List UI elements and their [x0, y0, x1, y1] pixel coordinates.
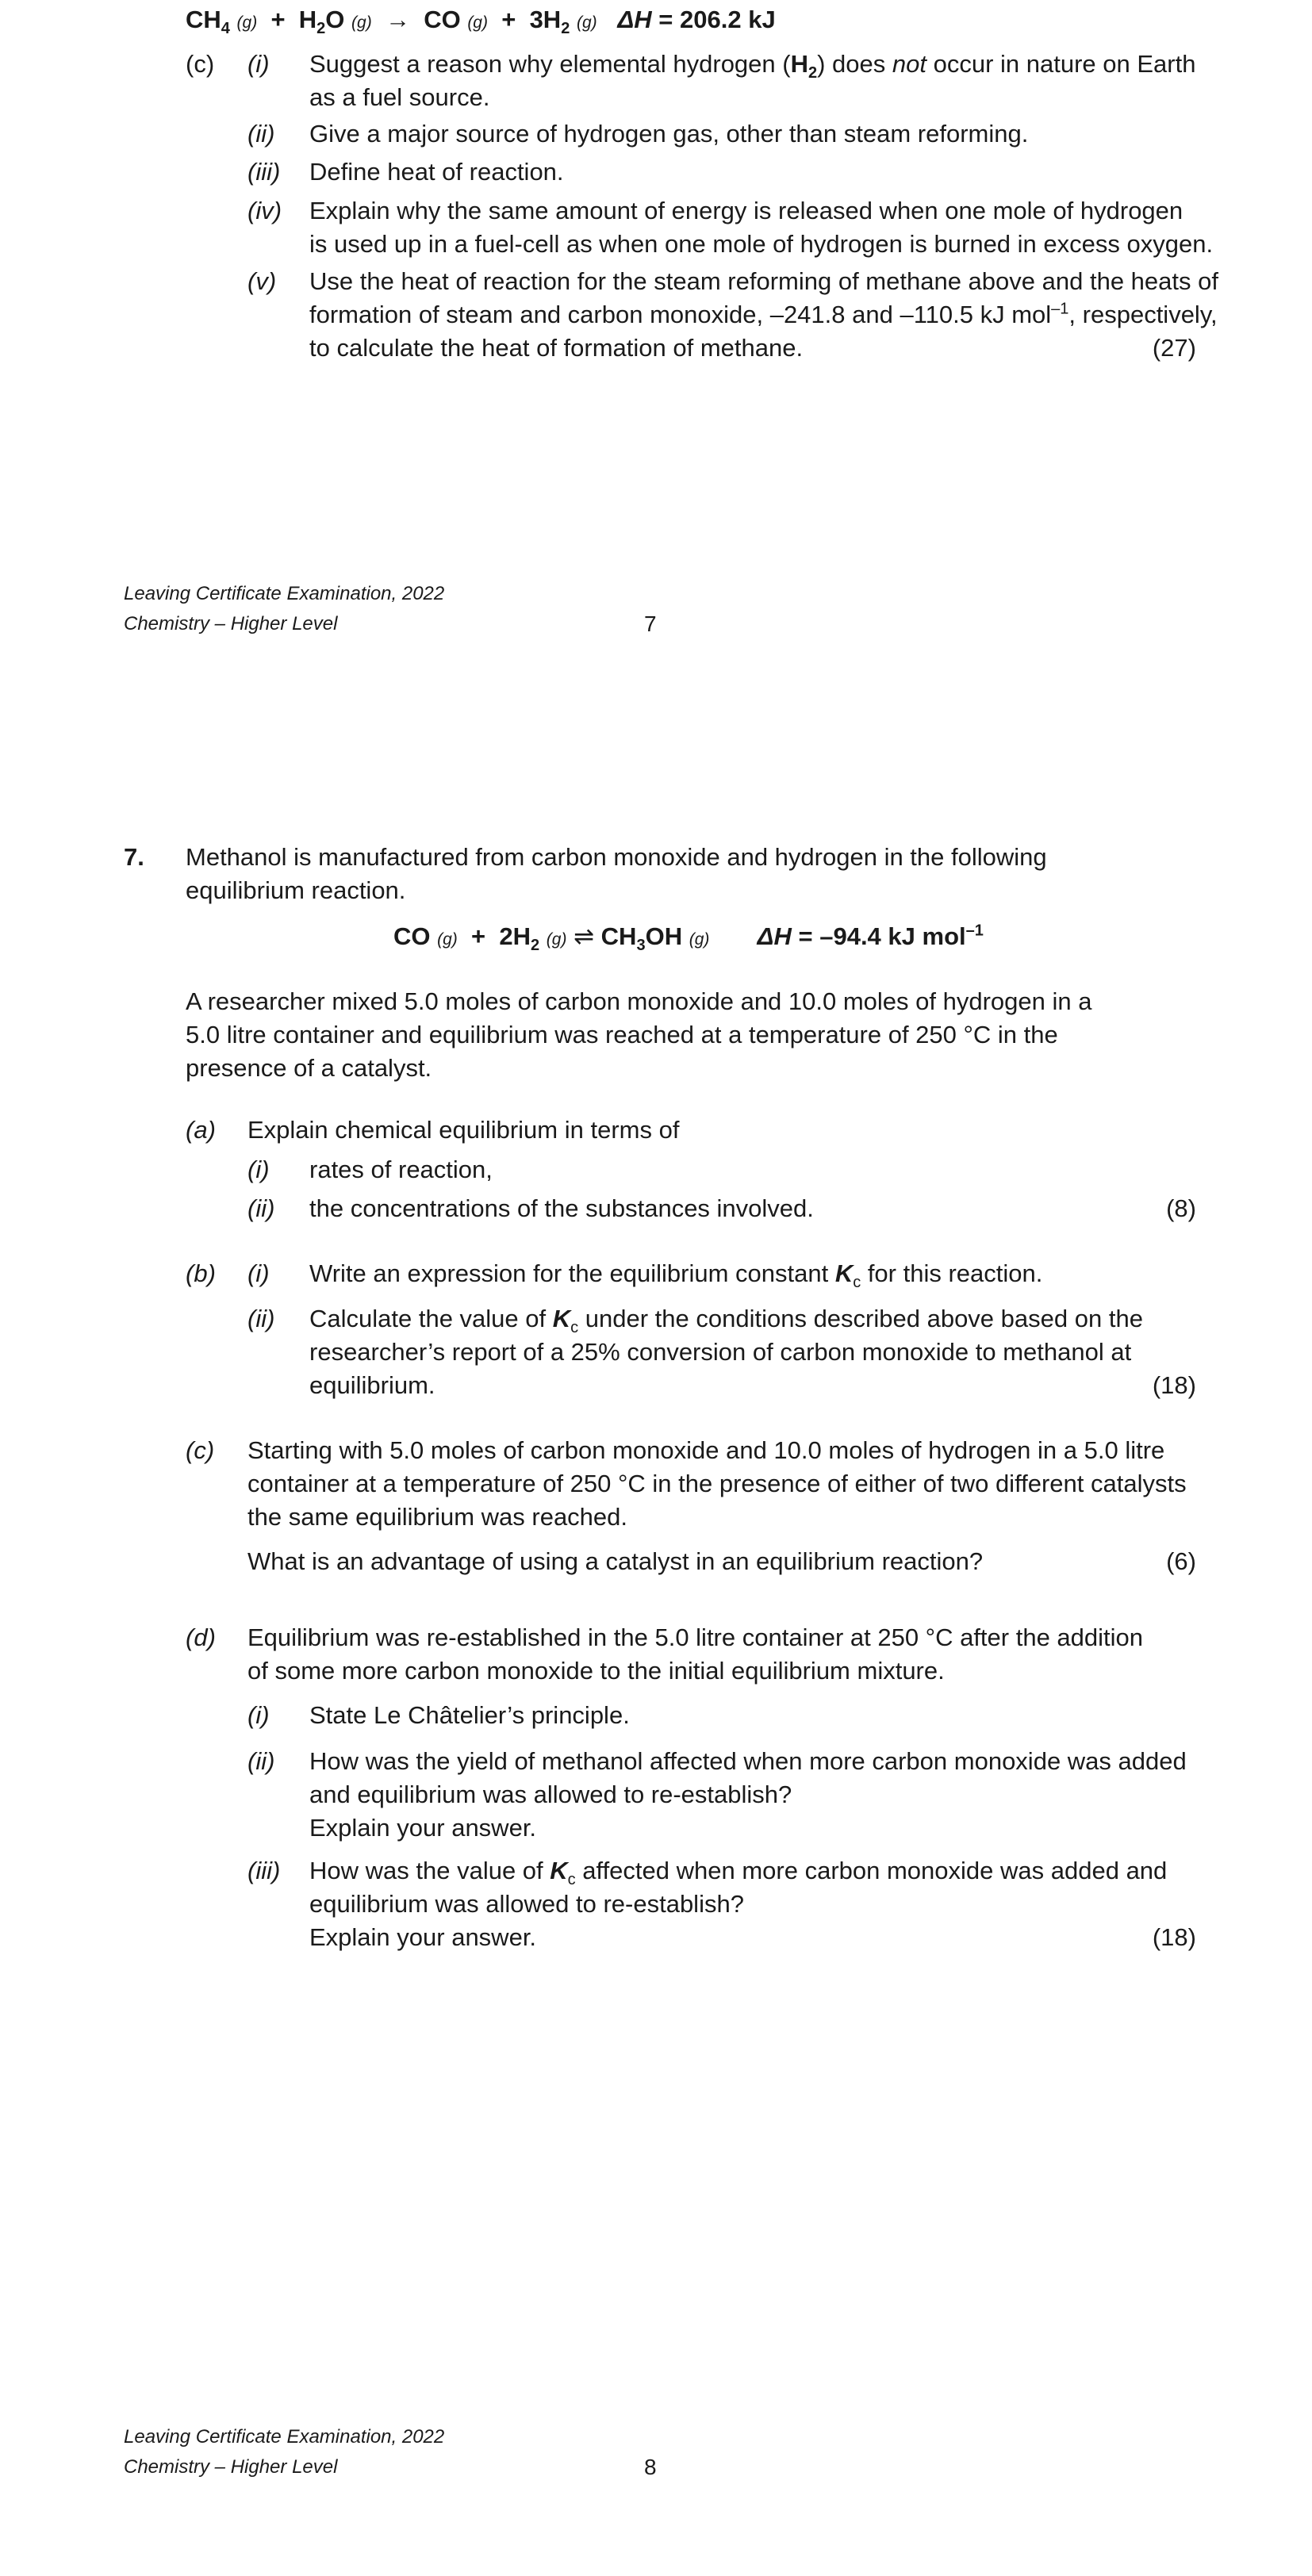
kc-symbol: K — [552, 1305, 571, 1332]
text-run: Suggest a reason why elemental hydrogen ( — [309, 50, 791, 78]
item-line: as a fuel source. — [309, 83, 490, 111]
plus-sign: + — [270, 6, 286, 33]
item-line — [309, 1854, 1167, 1888]
part-b-i-text — [309, 1257, 1042, 1290]
eq-co: CO — [424, 6, 461, 33]
footer-subject: Chemistry – Higher Level — [124, 2456, 338, 2478]
item-line: Equilibrium was re-established in the 5.0 litre container at 250 °C after the addition — [247, 1623, 1144, 1651]
state-label: (g) — [546, 930, 567, 949]
eq-h2o: H — [298, 6, 317, 33]
marks-8: (8) — [1166, 1194, 1196, 1222]
text-run: –1 — [1051, 300, 1069, 318]
eq-sub: 2 — [316, 20, 326, 38]
state-label: (g) — [576, 13, 597, 32]
item-line — [309, 1302, 1143, 1336]
marks-6: (6) — [1166, 1547, 1196, 1575]
item-label: (ii) — [247, 120, 275, 148]
item-label: (i) — [247, 50, 270, 78]
text-run: under the conditions described above based on the — [578, 1305, 1143, 1332]
item-label: (i) — [247, 1259, 270, 1287]
part-d-iii-text — [309, 1854, 1167, 1954]
setup-line: presence of a catalyst. — [186, 1054, 432, 1082]
eq-h2o-b: O — [325, 6, 345, 33]
item-label: (ii) — [247, 1747, 275, 1775]
part-d-i-text: State Le Châtelier’s principle. — [309, 1701, 630, 1729]
state-label: (g) — [689, 930, 710, 949]
eq-sub: 3 — [636, 937, 646, 955]
part-d-ii-text — [309, 1745, 1187, 1845]
marks-18-b: (18) — [1152, 1371, 1196, 1399]
marks-27: (27) — [1152, 334, 1196, 362]
item-line: Explain your answer. — [309, 1923, 537, 1951]
part-a-text: Explain chemical equilibrium in terms of — [247, 1116, 680, 1144]
page-number: 7 — [644, 611, 657, 636]
text-run: , respectively, — [1068, 301, 1218, 328]
eq-sub: 2 — [531, 937, 540, 955]
text-run: not — [892, 50, 926, 78]
marks-18-d: (18) — [1152, 1923, 1196, 1951]
item-label: (i) — [247, 1701, 270, 1729]
item-line: Use the heat of reaction for the steam reforming of methane above and the heats of — [309, 267, 1218, 295]
item-line: Explain why the same amount of energy is released when one mole of hydrogen — [309, 197, 1183, 224]
item-c-iv-text — [309, 194, 1213, 261]
part-c-question: What is an advantage of using a catalyst in an equilibrium reaction? — [247, 1547, 984, 1575]
item-line: Explain your answer. — [309, 1814, 537, 1842]
item-c-iii-text: Define heat of reaction. — [309, 158, 564, 186]
part-b-ii-text — [309, 1302, 1143, 1402]
item-line: the same equilibrium was reached. — [247, 1503, 628, 1531]
part-c-text — [247, 1434, 1187, 1534]
text-run: How was the value of — [309, 1857, 551, 1884]
item-line: How was the yield of methanol affected when more carbon monoxide was added — [309, 1747, 1187, 1775]
eq-sup: –1 — [965, 922, 984, 940]
setup-line: 5.0 litre container and equilibrium was reached at a temperature of 250 °C in the — [186, 1021, 1058, 1048]
reaction-arrow-icon: → — [385, 6, 410, 33]
text-run: formation of steam and carbon monoxide, –241.8 and –110.5 kJ mol — [309, 301, 1052, 328]
setup-line: A researcher mixed 5.0 moles of carbon monoxide and 10.0 moles of hydrogen in a — [186, 987, 1092, 1015]
text-run: Calculate the value of — [309, 1305, 553, 1332]
item-c-i-text — [309, 48, 1195, 114]
plus-sign: + — [471, 922, 486, 950]
intro-line: equilibrium reaction. — [186, 876, 406, 904]
plus-sign: + — [501, 6, 516, 33]
equilibrium-arrow-icon: ⇌ — [574, 922, 595, 950]
item-label: (v) — [247, 267, 277, 295]
intro-line: Methanol is manufactured from carbon monoxide and hydrogen in the following — [186, 843, 1047, 871]
text-run: affected when more carbon monoxide was added and — [575, 1857, 1168, 1884]
state-label: (g) — [351, 13, 372, 32]
kc-symbol: K — [834, 1259, 854, 1287]
kc-symbol: K — [550, 1857, 568, 1884]
item-line: and equilibrium was allowed to re-establish? — [309, 1781, 792, 1808]
item-line: researcher’s report of a 25% conversion of carbon monoxide to methanol at — [309, 1338, 1132, 1366]
question-intro — [186, 841, 1047, 907]
text-run: for this reaction. — [861, 1259, 1043, 1287]
item-c-v-text — [309, 265, 1218, 365]
eq-sub: 4 — [221, 20, 230, 38]
part-a-ii-text: the concentrations of the substances involved. — [309, 1194, 814, 1222]
part-label: (c) — [186, 1436, 215, 1464]
part-label: (d) — [186, 1623, 216, 1651]
part-a-i-text: rates of reaction, — [309, 1156, 493, 1183]
text-run: Write an expression for the equilibrium constant — [309, 1259, 835, 1287]
eq-ch3oh-b: OH — [645, 922, 683, 950]
item-line: equilibrium was allowed to re-establish? — [309, 1890, 744, 1918]
eq-ch4: CH — [186, 6, 221, 33]
page-number: 8 — [644, 2455, 657, 2479]
part-c-label: (c) — [186, 50, 215, 78]
eq-3h2: 3H — [529, 6, 562, 33]
state-label: (g) — [467, 13, 488, 32]
eq-2h2: 2H — [499, 922, 531, 950]
eq-sub: 2 — [561, 20, 570, 38]
footer-exam: Leaving Certificate Examination, 2022 — [124, 583, 445, 604]
item-line: of some more carbon monoxide to the initial equilibrium mixture. — [247, 1657, 945, 1685]
state-label: (g) — [236, 13, 258, 32]
text-run: H — [790, 50, 808, 78]
item-line: is used up in a fuel-cell as when one mole of hydrogen is burned in excess oxygen. — [309, 230, 1214, 258]
delta-h-value: = –94.4 kJ mol — [798, 922, 966, 950]
steam-reforming-equation — [186, 3, 776, 40]
item-line: container at a temperature of 250 °C in the presence of either of two different catalysts — [247, 1470, 1187, 1497]
delta-h-symbol: ΔH — [617, 6, 652, 33]
page-footer — [124, 2422, 444, 2482]
eq-co: CO — [393, 922, 431, 950]
delta-h-symbol: ΔH — [757, 922, 792, 950]
kc-sub: c — [853, 1274, 861, 1292]
item-label: (iii) — [247, 158, 281, 186]
item-line: Starting with 5.0 moles of carbon monoxide and 10.0 moles of hydrogen in a 5.0 litre — [247, 1436, 1165, 1464]
text-run: ) does — [817, 50, 892, 78]
kc-sub: c — [570, 1319, 579, 1337]
text-run: 2 — [808, 64, 818, 82]
eq-ch3oh: CH — [600, 922, 637, 950]
item-label: (ii) — [247, 1305, 275, 1332]
part-label: (a) — [186, 1116, 216, 1144]
item-label: (ii) — [247, 1194, 275, 1222]
item-line: equilibrium. — [309, 1371, 435, 1399]
item-label: (iii) — [247, 1857, 281, 1884]
setup-paragraph — [186, 985, 1092, 1085]
page-footer — [124, 579, 444, 639]
item-label: (i) — [247, 1156, 270, 1183]
kc-sub: c — [567, 1871, 576, 1889]
methanol-equation — [393, 920, 984, 956]
item-c-ii-text: Give a major source of hydrogen gas, other than steam reforming. — [309, 120, 1029, 148]
item-line — [309, 48, 1195, 81]
delta-h-value: = 206.2 kJ — [658, 6, 776, 33]
state-label: (g) — [437, 930, 458, 949]
footer-exam: Leaving Certificate Examination, 2022 — [124, 2426, 445, 2448]
item-line: to calculate the heat of formation of methane. — [309, 334, 804, 362]
question-number: 7. — [124, 843, 144, 871]
text-run: occur in nature on Earth — [926, 50, 1196, 78]
part-label: (b) — [186, 1259, 216, 1287]
part-d-text — [247, 1621, 1143, 1688]
item-label: (iv) — [247, 197, 282, 224]
footer-subject: Chemistry – Higher Level — [124, 613, 338, 634]
item-line — [309, 298, 1218, 332]
